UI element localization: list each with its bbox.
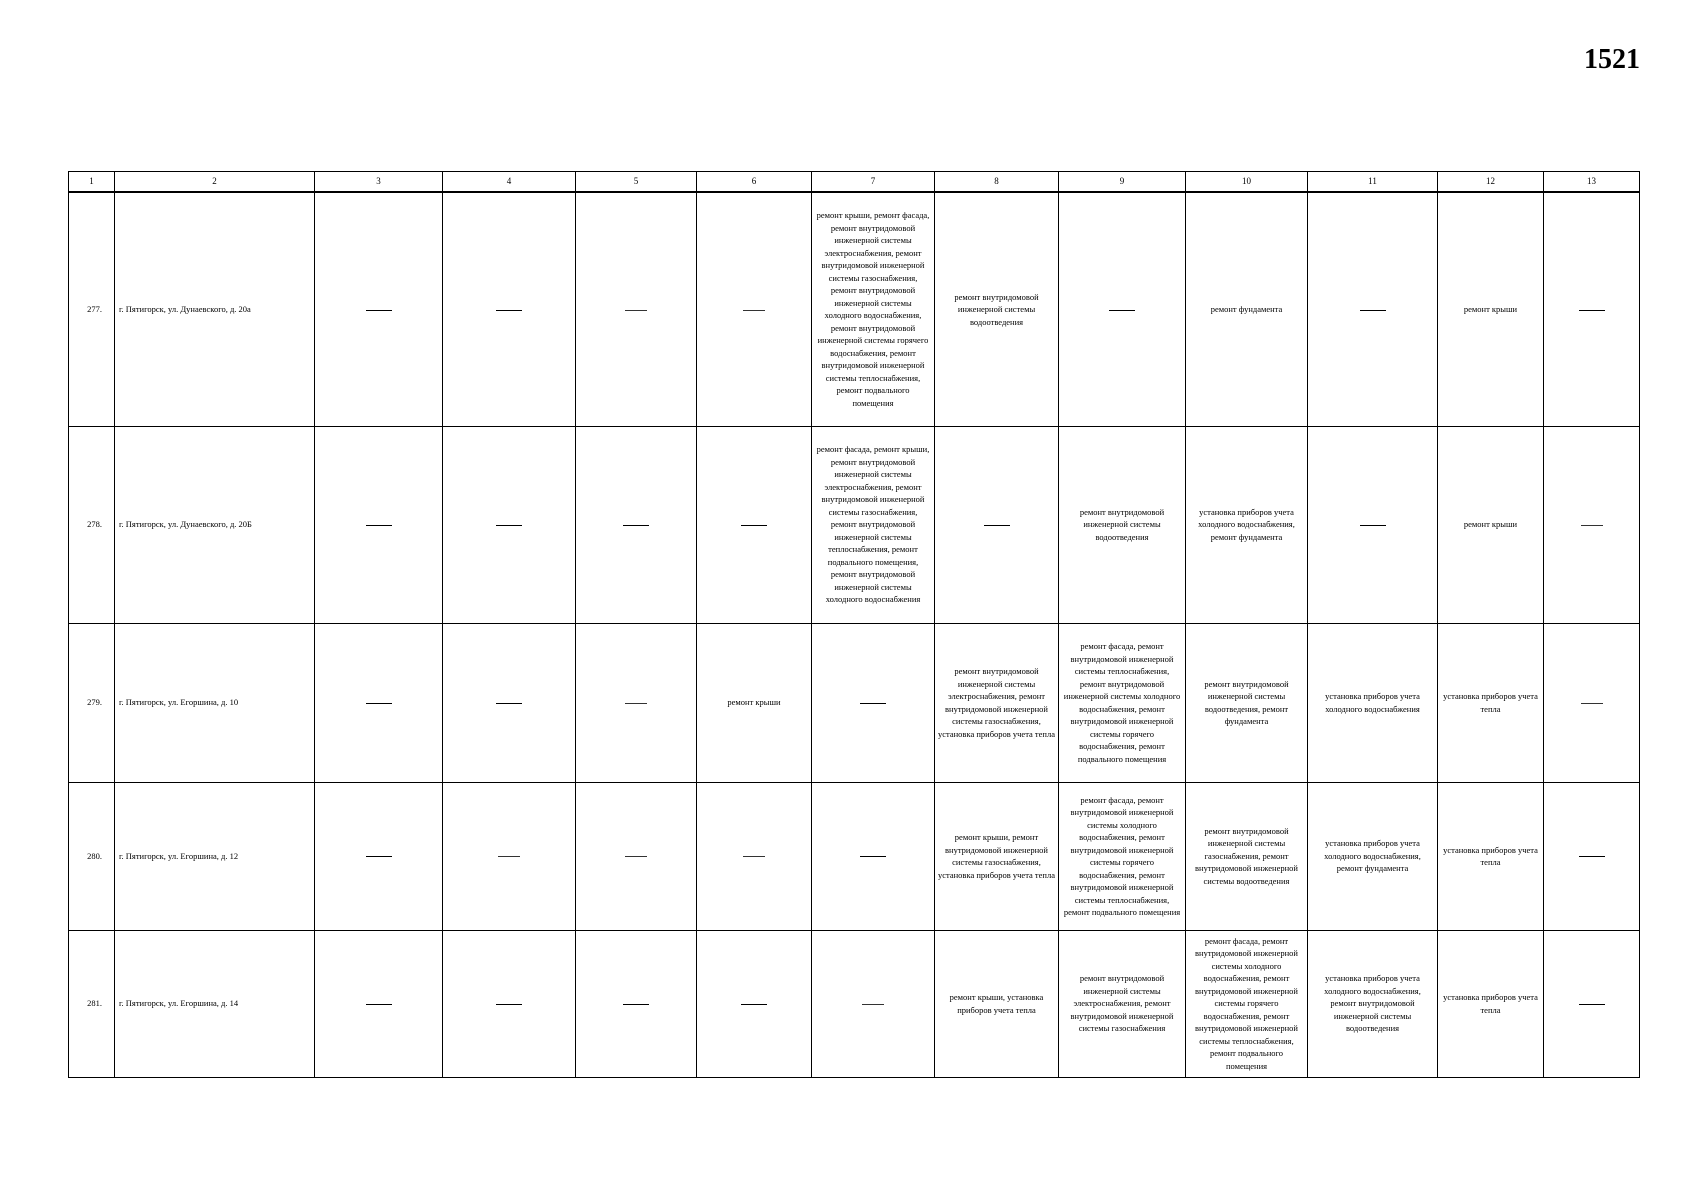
work-cell: ремонт фундамента	[1186, 192, 1308, 426]
dash-mark	[743, 310, 765, 311]
dash-mark	[741, 525, 767, 526]
empty-cell	[1544, 930, 1640, 1077]
empty-cell	[443, 782, 576, 930]
work-cell: ремонт крыши, ремонт внутридомовой инженерной системы газоснабжения, установка приборов учета тепла	[935, 782, 1059, 930]
dash-mark	[1109, 310, 1135, 311]
dash-mark	[623, 525, 649, 526]
table-row	[69, 930, 1640, 1077]
work-cell: установка приборов учета холодного водоснабжения, ремонт внутридомовой инженерной системы водоотведения	[1308, 930, 1438, 1077]
empty-cell	[1059, 192, 1186, 426]
dash-mark	[625, 703, 647, 704]
column-header: 10	[1186, 172, 1308, 193]
work-cell: установка приборов учета тепла	[1438, 623, 1544, 782]
work-cell: ремонт крыши	[1438, 192, 1544, 426]
empty-cell	[697, 782, 812, 930]
empty-cell	[1544, 623, 1640, 782]
empty-cell	[697, 930, 812, 1077]
dash-mark	[625, 310, 647, 311]
dash-mark	[1581, 703, 1603, 704]
address-cell: г. Пятигорск, ул. Егоршина, д. 14	[115, 930, 315, 1077]
column-header: 12	[1438, 172, 1544, 193]
row-number: 279.	[69, 623, 115, 782]
address-cell: г. Пятигорск, ул. Егоршина, д. 12	[115, 782, 315, 930]
empty-cell	[576, 192, 697, 426]
dash-mark	[1579, 310, 1605, 311]
work-cell: ремонт внутридомовой инженерной системы водоотведения, ремонт фундамента	[1186, 623, 1308, 782]
row-number: 280.	[69, 782, 115, 930]
empty-cell	[812, 930, 935, 1077]
column-number-row	[69, 172, 1640, 193]
empty-cell	[697, 192, 812, 426]
empty-cell	[315, 426, 443, 623]
dash-mark	[741, 1004, 767, 1005]
dash-mark	[1579, 1004, 1605, 1005]
empty-cell	[576, 930, 697, 1077]
table-row	[69, 623, 1640, 782]
row-number: 281.	[69, 930, 115, 1077]
work-cell: ремонт крыши, ремонт фасада, ремонт внутридомовой инженерной системы электроснабжения, ремонт внутридомовой инженерной системы газоснабжения, ремонт внутридомовой инженерной системы холодного водоснабжения, ремонт внутридомовой инженерной системы горячего водоснабжения, ремонт внутридомовой инженерной системы теплоснабжения, ремонт подвального помещения	[812, 192, 935, 426]
dash-mark	[496, 525, 522, 526]
empty-cell	[1544, 426, 1640, 623]
empty-cell	[443, 930, 576, 1077]
empty-cell	[315, 782, 443, 930]
column-header: 2	[115, 172, 315, 193]
dash-mark	[860, 703, 886, 704]
work-cell: установка приборов учета холодного водоснабжения	[1308, 623, 1438, 782]
empty-cell	[1308, 192, 1438, 426]
empty-cell	[576, 782, 697, 930]
empty-cell	[812, 782, 935, 930]
dash-mark	[366, 1004, 392, 1005]
empty-cell	[1544, 192, 1640, 426]
work-cell: ремонт фасада, ремонт внутридомовой инженерной системы теплоснабжения, ремонт внутридомовой инженерной системы холодного водоснабжения, ремонт внутридомовой инженерной системы горячего водоснабжения, ремонт подвального помещения	[1059, 623, 1186, 782]
column-header: 8	[935, 172, 1059, 193]
work-cell: ремонт крыши, установка приборов учета тепла	[935, 930, 1059, 1077]
work-cell: ремонт внутридомовой инженерной системы водоотведения	[1059, 426, 1186, 623]
work-cell: ремонт крыши	[1438, 426, 1544, 623]
dash-mark	[1579, 856, 1605, 857]
dash-mark	[366, 525, 392, 526]
dash-mark	[1360, 525, 1386, 526]
empty-cell	[576, 426, 697, 623]
work-cell: ремонт фасада, ремонт внутридомовой инженерной системы холодного водоснабжения, ремонт внутридомовой инженерной системы горячего водоснабжения, ремонт внутридомовой инженерной системы теплоснабжения, ремонт подвального помещения	[1186, 930, 1308, 1077]
column-header: 13	[1544, 172, 1640, 193]
work-cell: ремонт крыши	[697, 623, 812, 782]
work-cell: установка приборов учета холодного водоснабжения, ремонт фундамента	[1186, 426, 1308, 623]
empty-cell	[443, 426, 576, 623]
work-cell: установка приборов учета холодного водоснабжения, ремонт фундамента	[1308, 782, 1438, 930]
empty-cell	[443, 623, 576, 782]
work-cell: установка приборов учета тепла	[1438, 930, 1544, 1077]
work-cell: ремонт фасада, ремонт внутридомовой инженерной системы холодного водоснабжения, ремонт внутридомовой инженерной системы горячего водоснабжения, ремонт внутридомовой инженерной системы теплоснабжения, ремонт подвального помещения	[1059, 782, 1186, 930]
empty-cell	[315, 930, 443, 1077]
dash-mark	[496, 310, 522, 311]
dash-mark	[743, 856, 765, 857]
address-cell: г. Пятигорск, ул. Дунаевского, д. 20а	[115, 192, 315, 426]
repair-schedule-table	[68, 171, 1640, 1078]
column-header: 4	[443, 172, 576, 193]
work-cell: ремонт внутридомовой инженерной системы электроснабжения, ремонт внутридомовой инженерной системы газоснабжения, установка приборов учета тепла	[935, 623, 1059, 782]
table-row	[69, 426, 1640, 623]
column-header: 11	[1308, 172, 1438, 193]
work-cell: ремонт внутридомовой инженерной системы газоснабжения, ремонт внутридомовой инженерной системы водоотведения	[1186, 782, 1308, 930]
empty-cell	[315, 192, 443, 426]
empty-cell	[935, 426, 1059, 623]
empty-cell	[697, 426, 812, 623]
dash-mark	[984, 525, 1010, 526]
dash-mark	[862, 1004, 884, 1005]
table-row	[69, 192, 1640, 426]
dash-mark	[498, 856, 520, 857]
column-header: 6	[697, 172, 812, 193]
column-header: 1	[69, 172, 115, 193]
address-cell: г. Пятигорск, ул. Егоршина, д. 10	[115, 623, 315, 782]
column-header: 9	[1059, 172, 1186, 193]
row-number: 277.	[69, 192, 115, 426]
dash-mark	[366, 703, 392, 704]
dash-mark	[625, 856, 647, 857]
dash-mark	[623, 1004, 649, 1005]
empty-cell	[576, 623, 697, 782]
empty-cell	[443, 192, 576, 426]
column-header: 3	[315, 172, 443, 193]
dash-mark	[860, 856, 886, 857]
page-number: 1521	[1584, 44, 1640, 75]
dash-mark	[496, 703, 522, 704]
column-header: 5	[576, 172, 697, 193]
dash-mark	[496, 1004, 522, 1005]
work-cell: ремонт фасада, ремонт крыши, ремонт внутридомовой инженерной системы электроснабжения, ремонт внутридомовой инженерной системы газоснабжения, ремонт внутридомовой инженерной системы теплоснабжения, ремонт подвального помещения, ремонт внутридомовой инженерной системы холодного водоснабжения	[812, 426, 935, 623]
dash-mark	[366, 856, 392, 857]
address-cell: г. Пятигорск, ул. Дунаевского, д. 20Б	[115, 426, 315, 623]
work-cell: установка приборов учета тепла	[1438, 782, 1544, 930]
empty-cell	[1308, 426, 1438, 623]
dash-mark	[366, 310, 392, 311]
empty-cell	[315, 623, 443, 782]
dash-mark	[1360, 310, 1386, 311]
table-row	[69, 782, 1640, 930]
empty-cell	[1544, 782, 1640, 930]
work-cell: ремонт внутридомовой инженерной системы электроснабжения, ремонт внутридомовой инженерной системы газоснабжения	[1059, 930, 1186, 1077]
work-cell: ремонт внутридомовой инженерной системы водоотведения	[935, 192, 1059, 426]
row-number: 278.	[69, 426, 115, 623]
dash-mark	[1581, 525, 1603, 526]
empty-cell	[812, 623, 935, 782]
column-header: 7	[812, 172, 935, 193]
